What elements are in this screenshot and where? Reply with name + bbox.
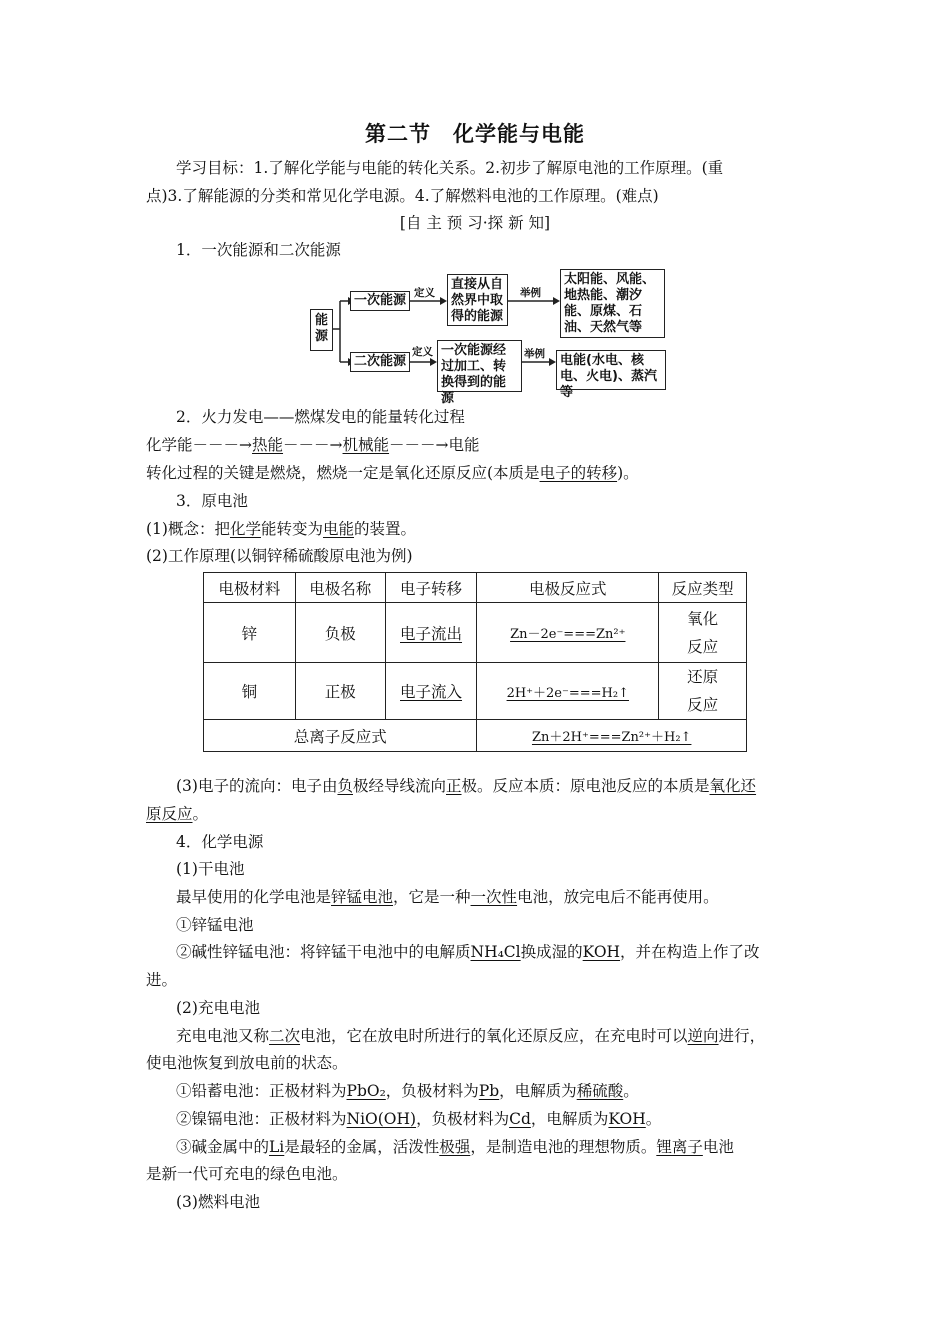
diagram-secondary-ex-box: 电能(水电、核电、火电)、蒸汽等	[556, 350, 666, 390]
preview-heading: [自 主 预 习·探 新 知]	[399, 214, 551, 232]
nicd-cell: ②镍镉电池：正极材料为NiO(OH)，负极材料为Cd，电解质为KOH。	[176, 1110, 662, 1128]
diagram-secondary-ex-label: 举例	[524, 348, 545, 360]
diagram-primary-ex-label: 举例	[520, 287, 541, 299]
lead-acid-cell: ①铅蓄电池：正极材料为PbO₂，负极材料为Pb，电解质为稀硫酸。	[176, 1082, 639, 1100]
section4-title: 4．化学电源	[176, 833, 264, 851]
dry-cell-text: 最早使用的化学电池是锌锰电池，它是一种一次性电池，放完电后不能再使用。	[176, 888, 719, 906]
fuel-cell-heading: (3)燃料电池	[176, 1193, 260, 1211]
alkaline-cell-cont: 进。	[146, 971, 178, 989]
cell-principle: (2)工作原理(以铜锌稀硫酸原电池为例)	[146, 547, 413, 565]
lithium-cell-cont: 是新一代可充电的绿色电池。	[146, 1165, 348, 1183]
dry-cell-heading: (1)干电池	[176, 860, 245, 878]
recharge-text: 充电电池又称二次电池，它在放电时所进行的氧化还原反应，在充电时可以逆向进行，	[176, 1027, 766, 1045]
diagram-root-box: 能源	[310, 309, 333, 351]
objectives-line1: 学习目标：1.了解化学能与电能的转化关系。2.初步了解原电池的工作原理。(重	[176, 159, 724, 177]
electron-flow: (3)电子的流向：电子由负极经导线流向正极。反应本质：原电池反应的本质是氧化还	[176, 777, 757, 795]
chain-heat: 热能	[252, 436, 284, 454]
combustion-key: 转化过程的关键是燃烧，燃烧一定是氧化还原反应(本质是电子的转移)。	[146, 464, 639, 482]
zinc-mn-cell: ①锌锰电池	[176, 916, 254, 934]
recharge-text-cont: 使电池恢复到放电前的状态。	[146, 1054, 348, 1072]
section2-title: 2．火力发电——燃煤发电的能量转化过程	[176, 408, 465, 426]
section3-title: 3．原电池	[176, 492, 248, 510]
chain-mechanical: 机械能	[342, 436, 390, 454]
table-total-row: 总离子反应式 Zn＋2H⁺===Zn²⁺＋H₂↑	[204, 720, 747, 752]
diagram-secondary-def-label: 定义	[412, 346, 433, 358]
alkaline-cell: ②碱性锌锰电池：将锌锰干电池中的电解质NH₄Cl换成湿的KOH，并在构造上作了改	[176, 943, 760, 961]
diagram-primary-ex-box: 太阳能、风能、地热能、潮汐能、原煤、石油、天然气等	[560, 269, 665, 338]
diagram-secondary-def-box: 一次能源经过加工、转换得到的能源	[437, 340, 522, 392]
diagram-secondary-box: 二次能源	[350, 352, 410, 372]
chain-arrow: －－－→	[389, 436, 449, 454]
cell-table	[203, 572, 747, 752]
energy-chain	[146, 435, 480, 455]
chain-electric: 电能	[448, 436, 480, 454]
cell-concept: (1)概念：把化学能转变为电能的装置。	[146, 520, 417, 538]
recharge-heading: (2)充电电池	[176, 999, 260, 1017]
chain-arrow: －－－→	[192, 436, 253, 454]
page-title: 第二节 化学能与电能	[365, 122, 585, 146]
table-row: 铜 正极 电子流入 2H⁺＋2e⁻===H₂↑ 还原 反应	[204, 663, 747, 720]
diagram-primary-def-box: 直接从自然界中取得的能源	[447, 274, 508, 326]
section1-title: 1．一次能源和二次能源	[176, 241, 341, 259]
diagram-primary-box: 一次能源	[350, 291, 410, 311]
table-row: 锌 负极 电子流出 Zn－2e⁻===Zn²⁺ 氧化 反应	[204, 603, 747, 663]
diagram-primary-def-label: 定义	[414, 287, 435, 299]
electron-flow-cont: 原反应。	[146, 805, 209, 823]
electron-transfer: 电子的转移	[539, 464, 618, 482]
lithium-cell: ③碱金属中的Li是最轻的金属，活泼性极强，是制造电池的理想物质。锂离子电池	[176, 1138, 734, 1156]
chain-arrow: －－－→	[283, 436, 343, 454]
objectives-line2: 点)3.了解能源的分类和常见化学电源。4.了解燃料电池的工作原理。(难点)	[146, 187, 659, 205]
chain-chemical: 化学能	[146, 436, 193, 454]
table-header-row: 电极材料 电极名称 电子转移 电极反应式 反应类型	[204, 573, 747, 603]
